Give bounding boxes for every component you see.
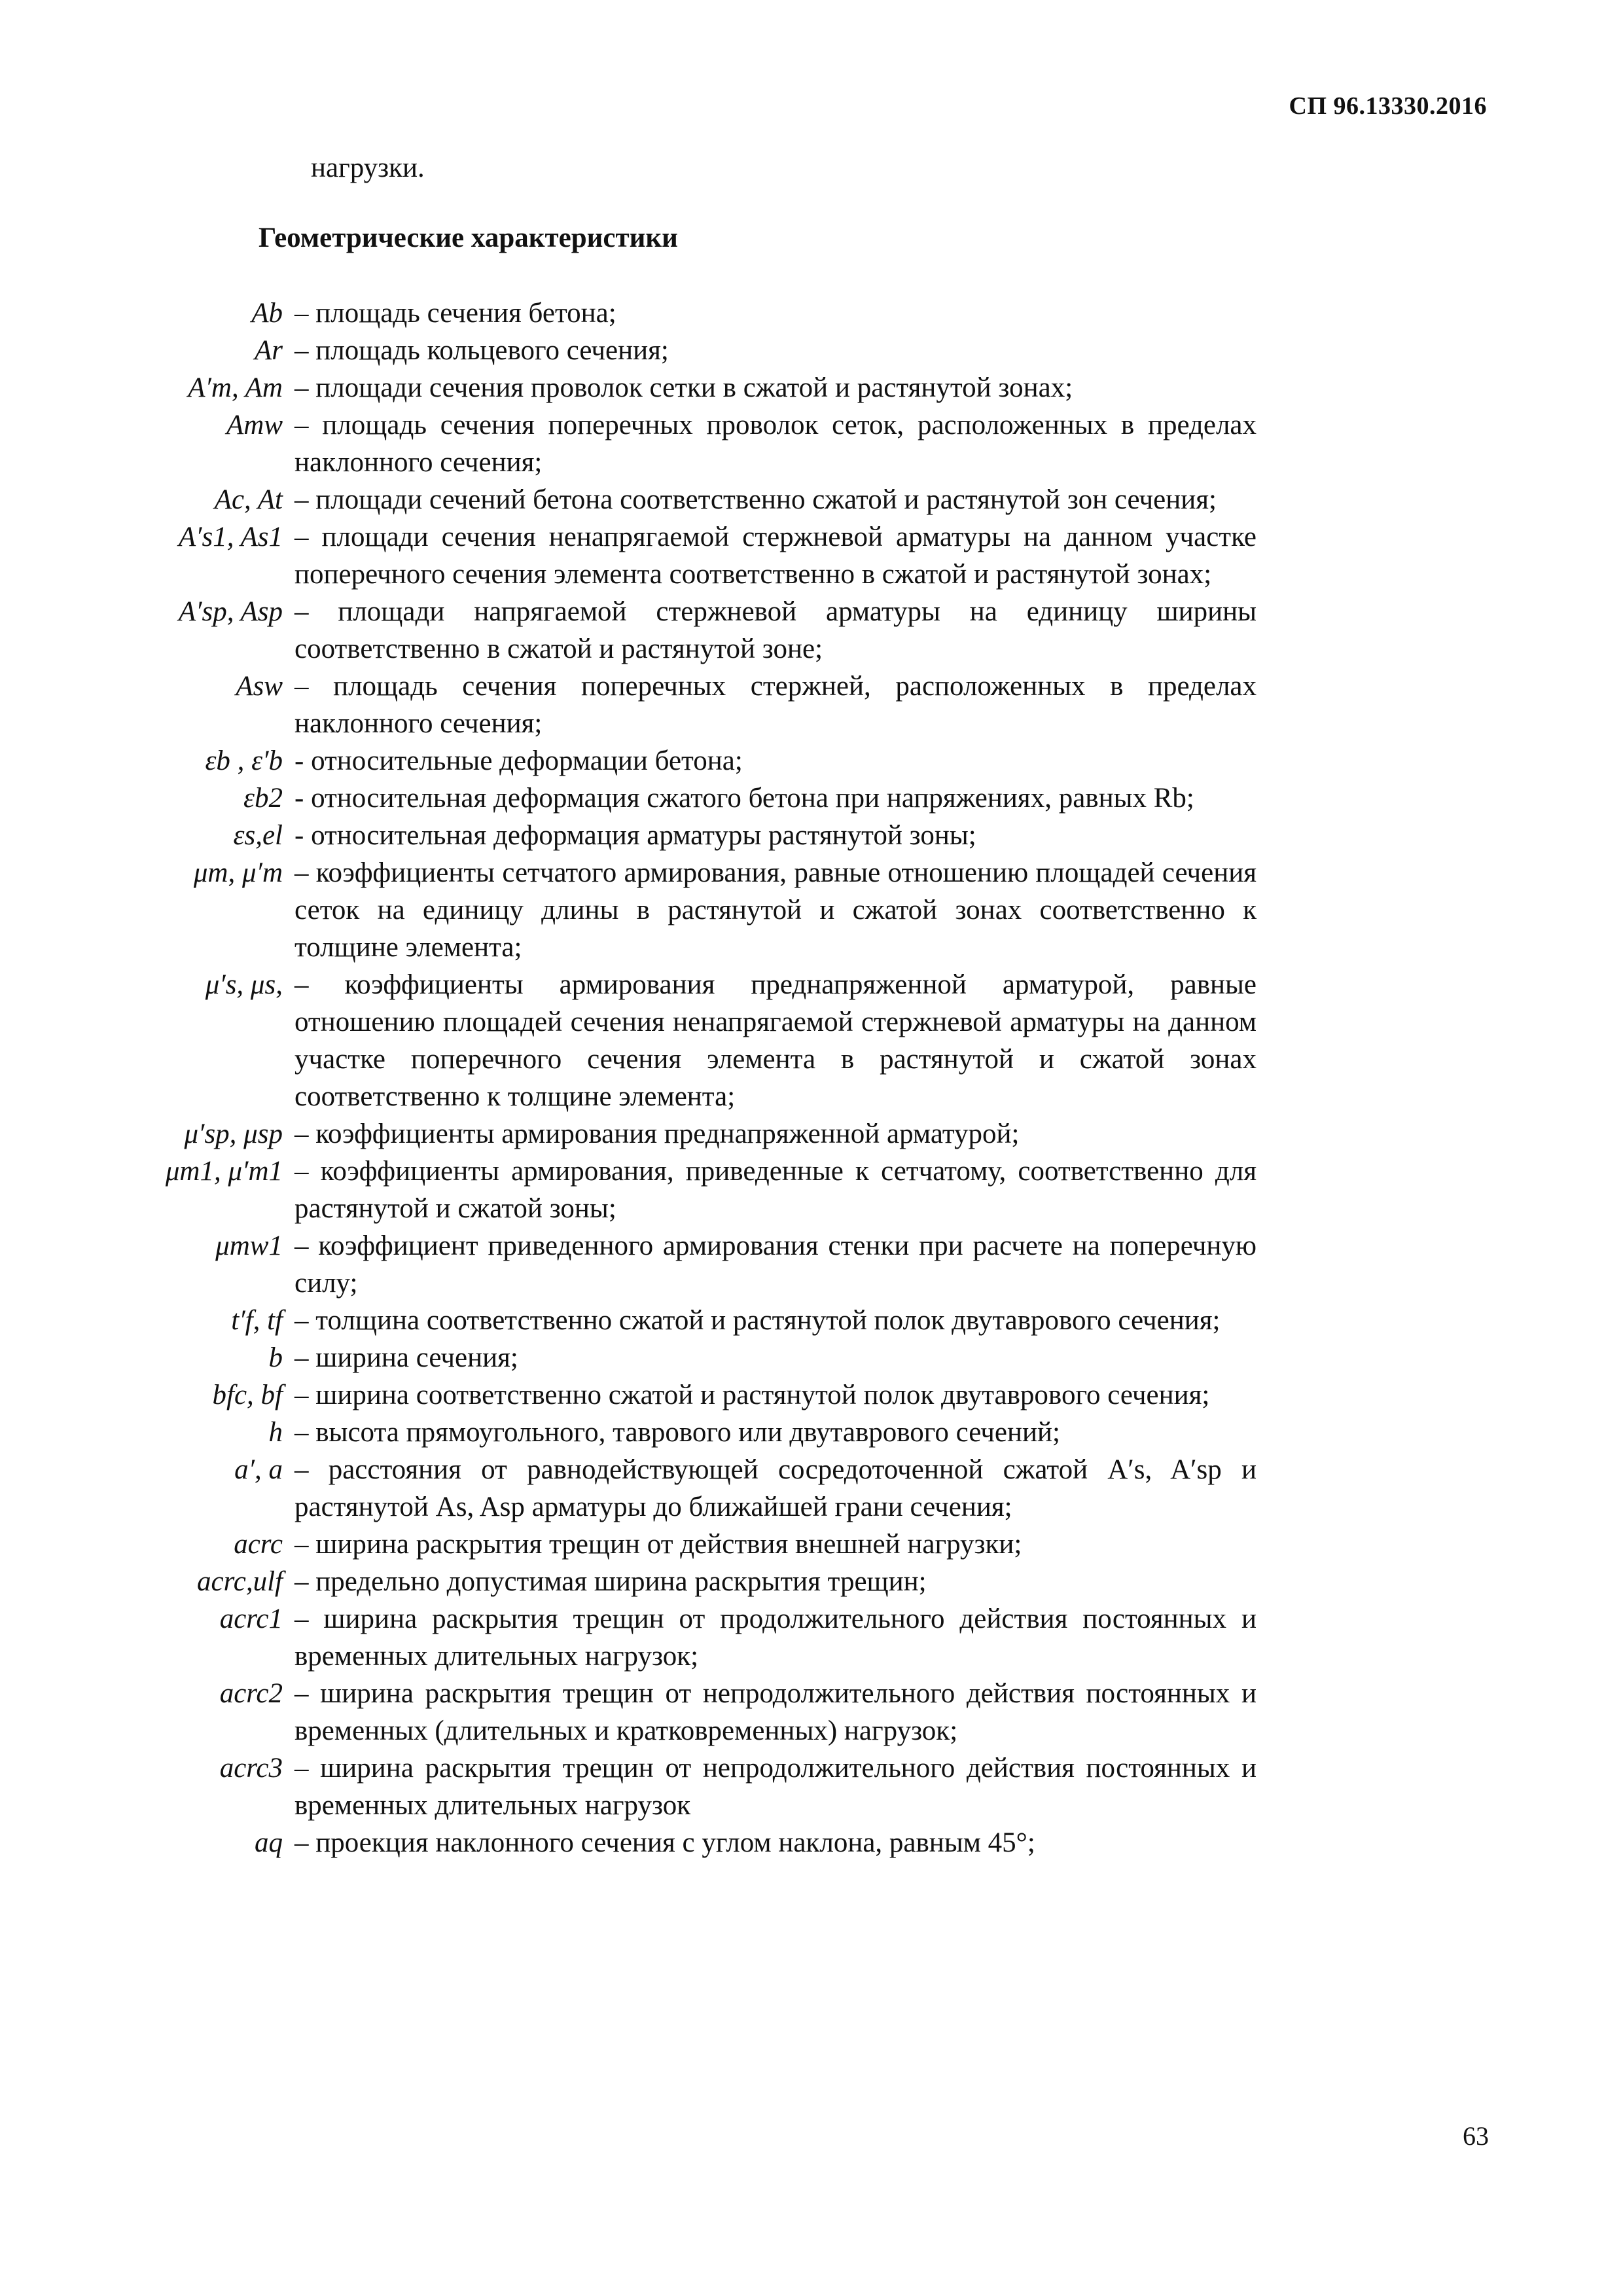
definition-text: – проекция наклонного сечения с углом наклона, равным 45°; [294,1827,1035,1858]
definition-text: – площадь сечения бетона; [294,298,616,329]
definition-symbol: b [268,1342,283,1373]
definition-text: – коэффициенты сетчатого армирования, равные отношению площадей сечения сеток на единицу длины в растянутой и сжатой зонах соответственно к толщине элемента; [294,857,1257,963]
definition-symbol: μm1, μ′m1 [165,1156,283,1187]
definition-symbol: Ac, At [214,484,283,515]
definition-text: – ширина раскрытия трещин от действия внешней нагрузки; [294,1529,1022,1560]
page-number: 63 [1463,2121,1489,2151]
definition-text: – площади сечений бетона соответственно сжатой и растянутой зон сечения; [294,484,1217,515]
definition-text: – площадь сечения поперечных проволок сеток, расположенных в пределах наклонного сечения; [294,410,1257,478]
definition-symbol: εs,el [233,820,283,851]
definition-item [144,369,1257,406]
definition-text: – площадь кольцевого сечения; [294,335,669,366]
definition-symbol: a′, a [234,1454,283,1485]
definition-symbol: μmw1 [215,1230,283,1261]
definition-text: – ширина раскрытия трещин от непродолжительного действия постоянных и временных (длительных и кратковременных) нагрузок; [294,1678,1257,1746]
definition-symbol: aq [255,1827,283,1858]
definition-symbol: t′f, tf [231,1305,283,1336]
definition-item [144,1302,1257,1339]
definition-text: - относительная деформация арматуры растянутой зоны; [294,820,976,851]
definition-text: – высота прямоугольного, таврового или двутаврового сечений; [294,1417,1060,1448]
definition-text: - относительные деформации бетона; [294,745,743,776]
definition-item [144,1749,1257,1824]
definition-item [144,854,1257,966]
definition-item [144,668,1257,742]
definition-text: – коэффициент приведенного армирования стенки при расчете на поперечную силу; [294,1230,1257,1299]
definition-item [144,1115,1257,1153]
definition-symbol: μm, μ′m [193,857,283,888]
definition-symbol: μ′s, μs, [205,969,283,1000]
definition-text: – ширина раскрытия трещин от продолжительного действия постоянных и временных длительных нагрузок; [294,1604,1257,1672]
definition-symbol: εb , ε′b [205,745,283,776]
definition-item [144,1563,1257,1600]
definition-item [144,1675,1257,1749]
definition-item [144,1376,1257,1414]
definition-symbol: A′m, Am [188,372,283,403]
definition-symbol: A′sp, Asp [178,596,283,627]
definition-item [144,780,1257,817]
definition-text: – ширина соответственно сжатой и растянутой полок двутаврового сечения; [294,1380,1210,1410]
definition-item [144,295,1257,332]
definition-text: – коэффициенты армирования преднапряженной арматурой, равные отношению площадей сечения ненапрягаемой стержневой арматуры на данном участке поперечного сечения элемента в растянутой и сжатой зонах соответственно к толщине элемента; [294,969,1257,1112]
definition-text: – площади сечения проволок сетки в сжатой и растянутой зонах; [294,372,1073,403]
definition-text: – коэффициенты армирования преднапряженной арматурой; [294,1119,1020,1149]
definition-item [144,332,1257,369]
definition-text: – площади напрягаемой стержневой арматуры на единицу ширины соответственно в сжатой и растянутой зоне; [294,596,1257,664]
document-code: СП 96.13330.2016 [1289,92,1487,120]
definition-text: – толщина соответственно сжатой и растянутой полок двутаврового сечения; [294,1305,1221,1336]
definition-item [144,1153,1257,1227]
continuation-text: нагрузки. [311,152,425,183]
definition-symbol: Amw [226,410,283,440]
definition-item [144,406,1257,481]
definition-item [144,1451,1257,1526]
definition-symbol: h [268,1417,283,1448]
definition-item [144,966,1257,1115]
definition-text: – коэффициенты армирования, приведенные к сетчатому, соответственно для растянутой и сжатой зоны; [294,1156,1257,1224]
definition-item [144,1414,1257,1451]
definition-symbol: acrc,ulf [197,1566,283,1597]
definition-symbol: εb2 [243,783,283,814]
definition-item [144,1600,1257,1675]
definition-symbol: Ab [251,298,283,329]
definitions-list [144,295,1257,1861]
definition-item [144,1227,1257,1302]
definition-item [144,1526,1257,1563]
definition-item [144,481,1257,518]
definition-item [144,518,1257,593]
definition-item [144,742,1257,780]
definition-text: – ширина раскрытия трещин от непродолжительного действия постоянных и временных длительных нагрузок [294,1753,1257,1821]
definition-symbol: acrc1 [219,1604,283,1634]
definition-symbol: acrc3 [219,1753,283,1784]
definition-text: – площади сечения ненапрягаемой стержневой арматуры на данном участке поперечного сечения элемента соответственно в сжатой и растянутой зонах; [294,522,1257,590]
definition-item [144,817,1257,854]
definition-text: – расстояния от равнодействующей сосредоточенной сжатой A′s, A′sp и растянутой As, Asp арматуры до ближайшей грани сечения; [294,1454,1257,1522]
definition-item [144,1824,1257,1861]
definition-symbol: Ar [255,335,283,366]
definition-symbol: μ′sp, μsp [184,1119,283,1149]
definition-symbol: acrc2 [219,1678,283,1709]
definition-item [144,593,1257,668]
definition-symbol: A′s1, As1 [178,522,283,552]
definition-text: - относительная деформация сжатого бетона при напряжениях, равных Rb; [294,783,1194,814]
definition-text: – ширина сечения; [294,1342,518,1373]
section-heading: Геометрические характеристики [259,223,678,253]
definition-item [144,1339,1257,1376]
definition-text: – площадь сечения поперечных стержней, расположенных в пределах наклонного сечения; [294,671,1257,739]
definition-symbol: bfc, bf [212,1380,283,1410]
definition-text: – предельно допустимая ширина раскрытия трещин; [294,1566,927,1597]
definition-symbol: Asw [236,671,283,702]
definition-symbol: acrc [234,1529,283,1560]
